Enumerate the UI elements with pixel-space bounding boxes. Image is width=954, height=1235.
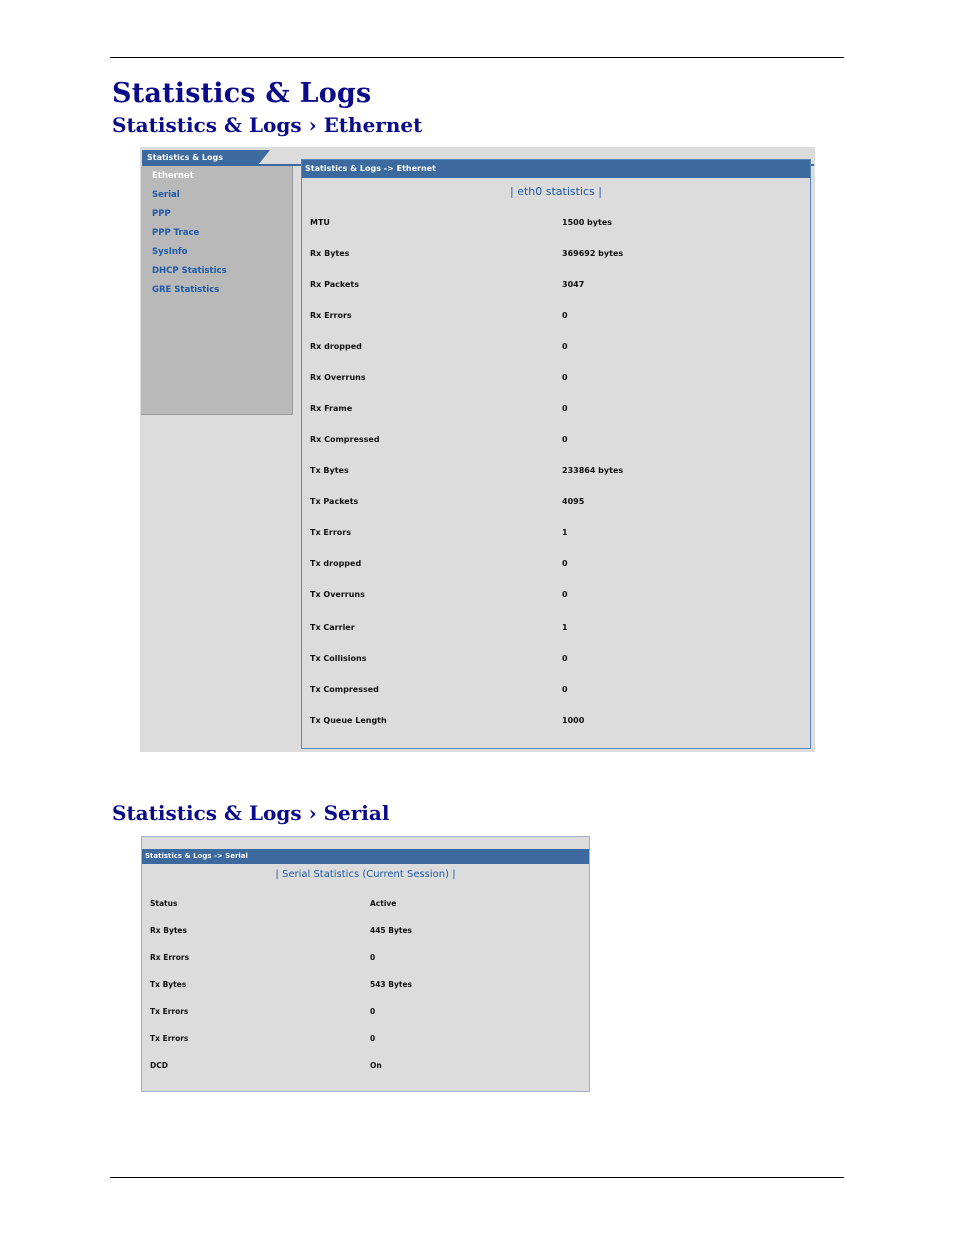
serial-stat-label: DCD (150, 1061, 168, 1070)
stat-value: 0 (562, 590, 568, 599)
stat-value: 4095 (562, 497, 585, 506)
breadcrumb: Statistics & Logs -> Serial (142, 849, 589, 864)
stat-label: Rx Bytes (310, 249, 350, 258)
stat-value: 0 (562, 311, 568, 320)
serial-stat-value: 0 (370, 1034, 376, 1043)
sidebar-item-serial[interactable]: Serial (152, 190, 180, 200)
stat-label: Tx Bytes (310, 466, 349, 475)
section-heading-ethernet: Statistics & Logs › Ethernet (112, 113, 423, 137)
stat-value: 0 (562, 559, 568, 568)
sidebar-item-gre-statistics[interactable]: GRE Statistics (152, 285, 220, 295)
nav-tab-statistics[interactable]: Statistics & Logs (142, 150, 258, 165)
stat-label: Tx Queue Length (310, 716, 387, 725)
top-rule (110, 57, 844, 58)
serial-stat-label: Rx Bytes (150, 926, 187, 935)
stat-label: Rx dropped (310, 342, 362, 351)
serial-stat-value: 445 Bytes (370, 926, 413, 935)
section-heading-serial: Statistics & Logs › Serial (112, 801, 390, 825)
nav-tab-tail (258, 150, 270, 165)
stat-label: Tx Errors (310, 528, 351, 537)
stat-value: 0 (562, 685, 568, 694)
stat-value: 0 (562, 342, 568, 351)
serial-stat-value: On (370, 1061, 382, 1070)
stat-label: Tx Carrier (310, 623, 355, 632)
serial-stat-value: 543 Bytes (370, 980, 413, 989)
stat-label: Tx dropped (310, 559, 362, 568)
stat-label: Tx Overruns (310, 590, 365, 599)
page-heading: Statistics & Logs (112, 78, 372, 109)
stat-value: 1 (562, 528, 568, 537)
serial-stat-value: 0 (370, 953, 376, 962)
stat-value: 1000 (562, 716, 585, 725)
ethernet-screenshot (140, 147, 815, 752)
stat-value: 233864 bytes (562, 466, 624, 475)
serial-stat-label: Tx Errors (150, 1034, 189, 1043)
serial-screenshot (141, 836, 590, 1092)
stat-label: MTU (310, 218, 330, 227)
serial-stat-label: Tx Bytes (150, 980, 187, 989)
serial-stat-value: 0 (370, 1007, 376, 1016)
stat-value: 0 (562, 404, 568, 413)
stat-value: 369692 bytes (562, 249, 624, 258)
sidebar-item-dhcp-statistics[interactable]: DHCP Statistics (152, 266, 227, 276)
bottom-rule (110, 1177, 844, 1178)
stat-label: Tx Compressed (310, 685, 379, 694)
sidebar-item-ethernet[interactable]: Ethernet (152, 171, 194, 181)
sidebar-item-ppp-trace[interactable]: PPP Trace (152, 228, 200, 238)
stat-value: 3047 (562, 280, 585, 289)
stat-value: 1500 bytes (562, 218, 613, 227)
panel-title: | eth0 statistics | (510, 185, 602, 198)
serial-stat-label: Rx Errors (150, 953, 190, 962)
ethernet-stats-panel (301, 159, 811, 749)
stat-value: 1 (562, 623, 568, 632)
panel-title: | Serial Statistics (Current Session) | (275, 869, 456, 880)
stat-value: 0 (562, 435, 568, 444)
stat-label: Rx Overruns (310, 373, 366, 382)
stat-label: Rx Frame (310, 404, 353, 413)
serial-stat-label: Status (150, 899, 178, 908)
serial-stat-label: Tx Errors (150, 1007, 189, 1016)
stat-label: Rx Packets (310, 280, 360, 289)
stat-value: 0 (562, 373, 568, 382)
serial-stat-value: Active (370, 899, 397, 908)
sidebar-item-ppp[interactable]: PPP (152, 209, 171, 219)
breadcrumb: Statistics & Logs -> Ethernet (302, 160, 810, 178)
stat-value: 0 (562, 654, 568, 663)
stat-label: Rx Compressed (310, 435, 380, 444)
stat-label: Rx Errors (310, 311, 352, 320)
stat-label: Tx Packets (310, 497, 359, 506)
sidebar (141, 166, 293, 415)
stat-label: Tx Collisions (310, 654, 367, 663)
sidebar-item-sysinfo[interactable]: SysInfo (152, 247, 188, 257)
